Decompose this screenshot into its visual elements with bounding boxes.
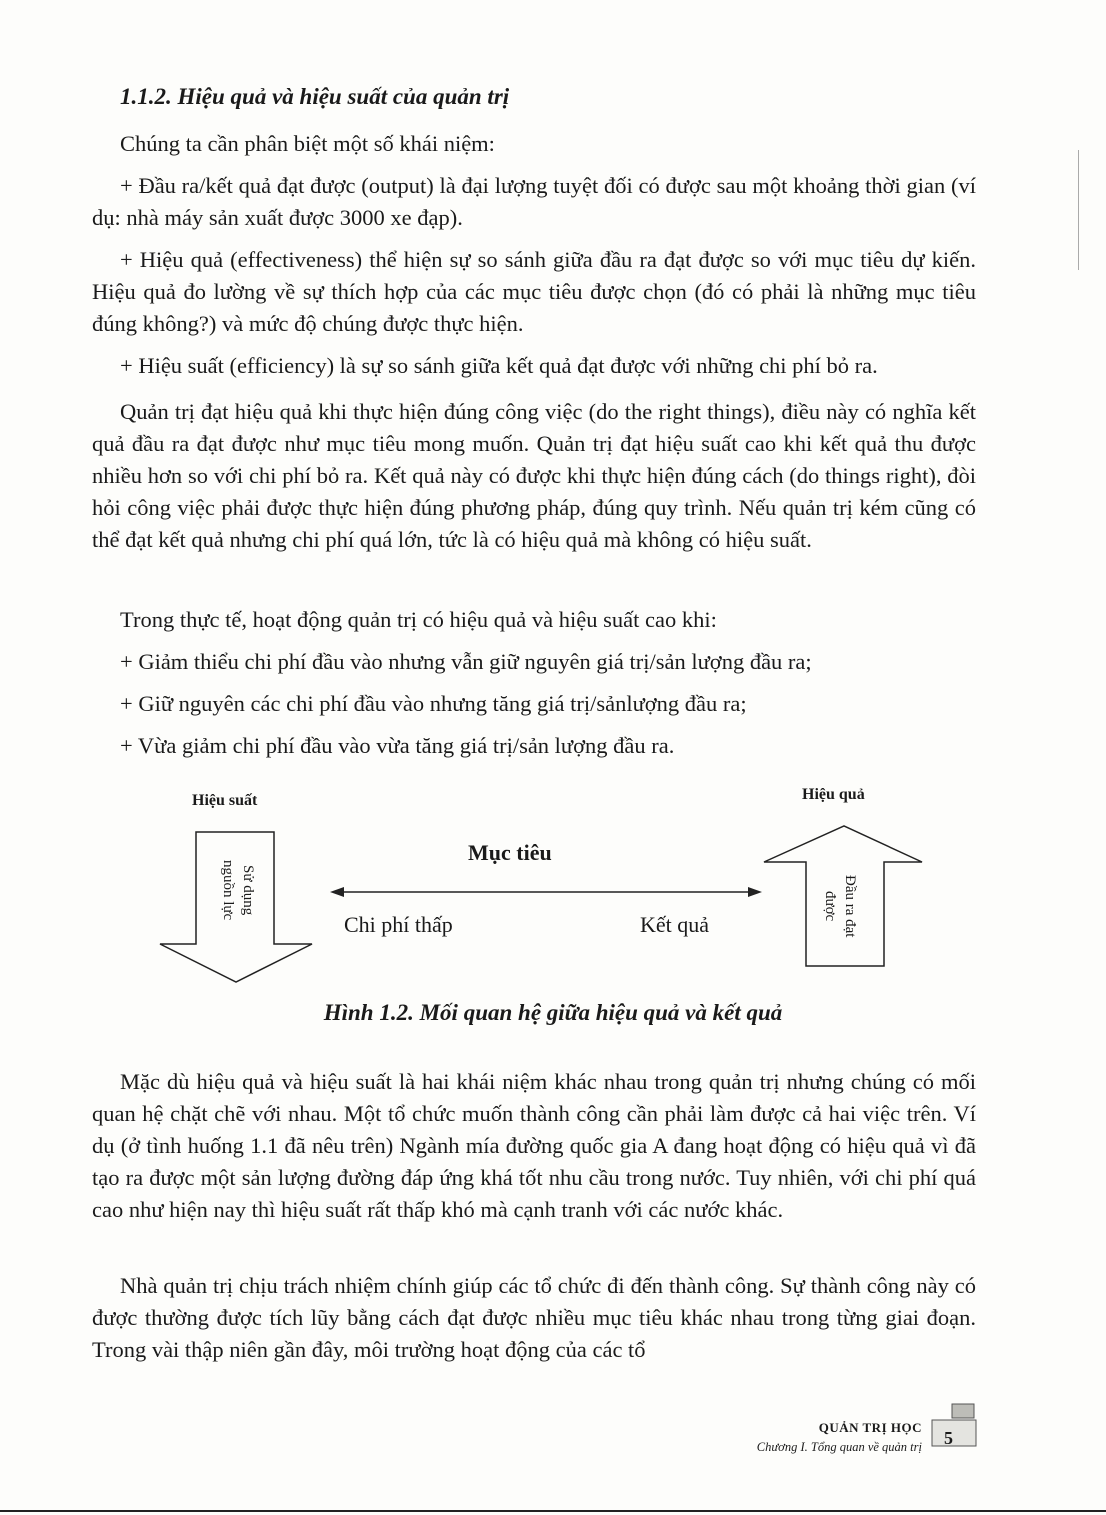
section-heading: 1.1.2. Hiệu quả và hiệu suất của quản trị xyxy=(120,84,510,109)
bullet-item: + Giữ nguyên các chi phí đầu vào nhưng tăng giá trị/sảnlượng đầu ra; xyxy=(120,691,747,716)
left-arrow-text: Sử dụng nguồn lực xyxy=(220,859,256,921)
definition-output: + Đầu ra/kết quả đạt được (output) là đại lượng tuyệt đối có được sau một khoảng thời gian (ví dụ: nhà máy sản xuất được 3000 xe đạp). xyxy=(92,173,976,230)
label-hieu-qua: Hiệu quả xyxy=(802,786,865,803)
page-number-badge xyxy=(930,1402,980,1448)
label-hieu-suat: Hiệu suất xyxy=(192,792,258,809)
label-ket-qua: Kết quả xyxy=(640,912,710,937)
figure-caption: Hình 1.2. Mối quan hệ giữa hiệu quả và kết quả xyxy=(323,1000,783,1025)
arrowhead-right-icon xyxy=(748,887,762,897)
bullet-item: + Giảm thiểu chi phí đầu vào nhưng vẫn giữ nguyên giá trị/sản lượng đầu ra; xyxy=(120,649,812,674)
footer-chapter: Chương I. Tổng quan về quản trị xyxy=(756,1440,922,1454)
right-arrow-text: Đầu ra đạt được xyxy=(822,874,858,938)
label-chi-phi-thap: Chi phí thấp xyxy=(344,912,453,937)
paragraph-explanation: Quản trị đạt hiệu quả khi thực hiện đúng công việc (do the right things), điều này có nghĩa kết quả đầu ra đạt được như mục tiêu mong muốn. Quản trị đạt hiệu suất cao khi kết quả thu được nhiều hơn so với chi phí bỏ ra. Kết quả này có được khi thực hiện đúng cách (do things right), đòi hỏi công việc phải được thực hiện đúng phương pháp, đúng quy trình. Nếu quản trị kém cũng có thể đạt kết quả nhưng chi phí quá lớn, tức là có hiệu quả mà không có hiệu suất. xyxy=(92,399,976,552)
paragraph-relationship: Mặc dù hiệu quả và hiệu suất là hai khái niệm khác nhau trong quản trị nhưng chúng có mối quan hệ chặt chẽ với nhau. Một tổ chức muốn thành công cần phải làm được cả hai việc trên. Ví dụ (ở tình huống 1.1 đã nêu trên) Ngành mía đường quốc gia A đang hoạt động có hiệu quả vì đã tạo ra được một sản lượng đường đáp ứng khá tốt nhu cầu trong nước. Tuy nhiên, với chi phí quá cao như hiện nay thì hiệu suất rất thấp khó mà cạnh tranh với các nước khác. xyxy=(92,1069,976,1222)
definition-efficiency: + Hiệu suất (efficiency) là sự so sánh giữa kết quả đạt được với những chi phí bỏ ra. xyxy=(120,353,878,378)
page-number: 5 xyxy=(944,1428,953,1448)
label-muc-tieu: Mục tiêu xyxy=(468,840,552,865)
intro-paragraph: Chúng ta cần phân biệt một số khái niệm: xyxy=(120,131,495,156)
footer-book-title: QUẢN TRỊ HỌC xyxy=(818,1420,922,1435)
bullet-item: + Vừa giảm chi phí đầu vào vừa tăng giá trị/sản lượng đầu ra. xyxy=(120,733,675,758)
bottom-rule xyxy=(0,1510,1106,1512)
paragraph-conditions-intro: Trong thực tế, hoạt động quản trị có hiệu quả và hiệu suất cao khi: xyxy=(120,607,717,632)
definition-effectiveness: + Hiệu quả (effectiveness) thể hiện sự so sánh giữa đầu ra đạt được so với mục tiêu dự kiến. Hiệu quả đo lường về sự thích hợp của các mục tiêu được chọn (đó có phải là những mục tiêu đúng không?) và mức độ chúng được thực hiện. xyxy=(92,247,976,336)
arrowhead-left-icon xyxy=(330,887,344,897)
paragraph-manager: Nhà quản trị chịu trách nhiệm chính giúp các tổ chức đi đến thành công. Sự thành công này có được thường được tích lũy bằng cách đạt được nhiều mục tiêu khác nhau trong từng giai đoạn. Trong vài thập niên gần đây, môi trường hoạt động của các tổ xyxy=(92,1273,976,1362)
